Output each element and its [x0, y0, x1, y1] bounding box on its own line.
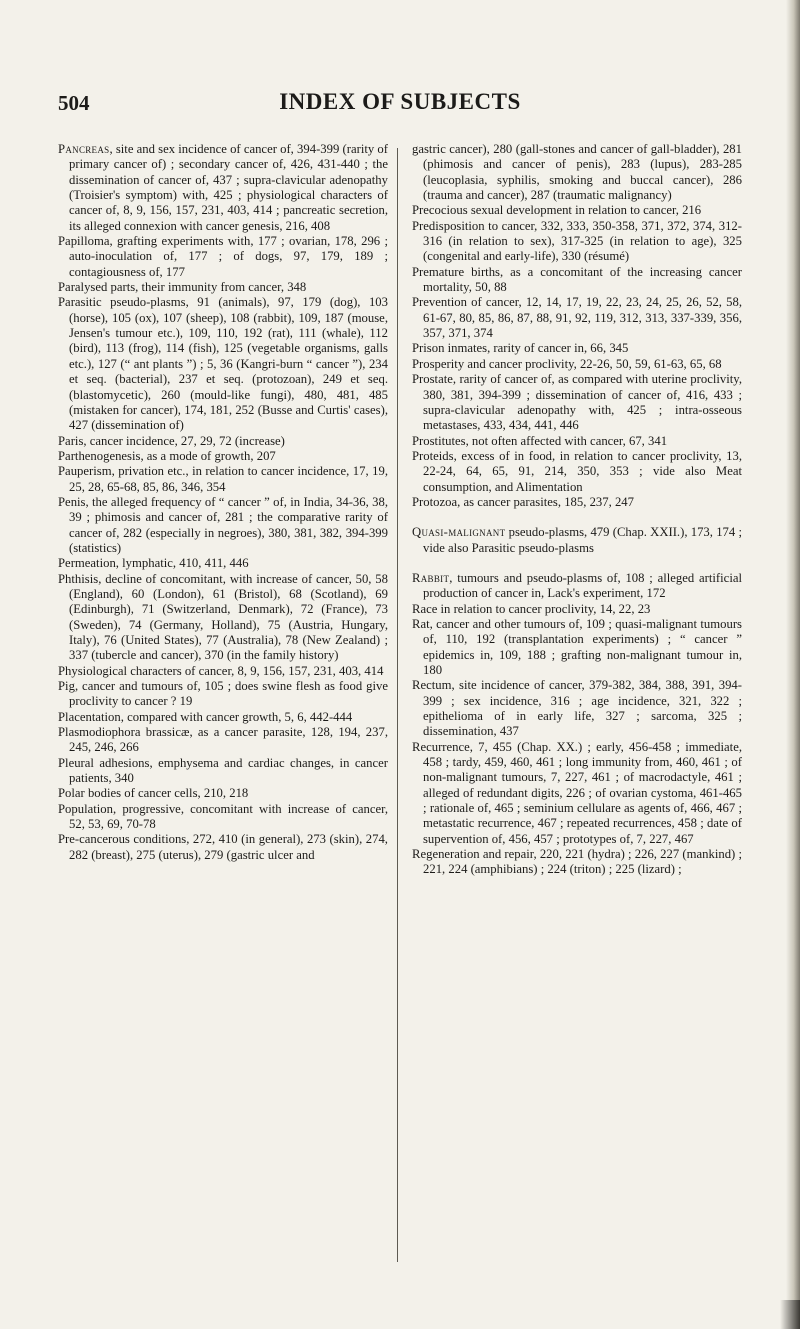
entry-heading: Rabbit: [412, 570, 450, 585]
entry-text: to cancer, 332, 333, 350-358, 371, 372, 374, 312-316 (in relation to sex), 317-325 (in relation to age), 325 (congenital and early-life), 330 (résumé): [423, 218, 742, 264]
index-entry: [58, 295, 388, 433]
entry-heading: Regeneration and repair: [412, 847, 534, 862]
index-entry: [58, 679, 388, 710]
entry-text: , lymphatic, 410, 411, 446: [115, 556, 249, 571]
index-entry: [412, 434, 742, 449]
right-column: [412, 142, 742, 878]
entry-text: , 8, 9, 156, 157, 231, 403, 414: [231, 663, 384, 678]
entry-text: in relation to cancer, 216: [571, 203, 702, 218]
index-entry: [412, 142, 742, 203]
index-entry: [412, 678, 742, 739]
index-entry: [412, 847, 742, 878]
index-entry: [58, 464, 388, 495]
entry-heading: Prostitutes: [412, 433, 466, 448]
index-entry: [58, 142, 388, 234]
entry-heading: Polar bodies of cancer cells: [58, 786, 198, 801]
entry-text: , grafting experiments with, 177 ; ovarian, 178, 296 ; auto-inoculation of, 177 ; of dogs, 97, 179, 189 ; contagiousness of, 177: [69, 234, 388, 279]
entry-text: , 91 (animals), 97, 179 (dog), 103 (horse), 105 (ox), 107 (sheep), 108 (rabbit), 109, 187 (mouse, Jensen's tumour etc.), 109, 110, 192 (rat), 111 (whale), 112 (bird), 113 (frog), 114 (fish), 125 (vegetable organisms, galls etc.), 127 (“ ant plants ”) ; 5, 36 (Kangri-burn “ cancer ”), 234 et seq. (bacterial), 237 et seq. (protozoan), 249 et seq. (blastomycetic), 260 (mould-like fungi), 480, 481, 485 (mistaken for cancer), 174, 181, 252 (Busse and Curtis' cases), 427 (dissemination of): [69, 295, 388, 433]
entry-text: , 272, 410 (in general), 273 (skin), 274, 282 (breast), 275 (uterus), 279 (gastric ulcer and: [69, 832, 388, 862]
entry-text: , site and sex incidence of cancer of, 394-399 (rarity of primary cancer of) ; secondary cancer of, 426, 431-440 ; the dissemination of cancer of, 437 ; supra-clavicular adenopathy (Troisier's symptom) with, 425 ; physiological characters of cancer of, 8, 9, 156, 157, 231, 403, 414 ; pancreatic secretion, its alleged connexion with cancer genesis, 216, 408: [69, 142, 388, 233]
entry-text: , progressive, concomitant with increase of cancer, 52, 53, 69, 70-78: [69, 801, 388, 832]
entry-heading: Rat: [412, 616, 430, 631]
index-entry: [58, 572, 388, 664]
page-corner-shadow: [780, 1300, 800, 1329]
entry-heading: Parthenogenesis: [58, 448, 141, 463]
entry-text: , 220, 221 (hydra) ; 226, 227 (mankind) ; 221, 224 (amphibians) ; 224 (triton) ; 225 (lizard) ;: [423, 847, 742, 877]
index-entry: [412, 203, 742, 218]
index-entry: [412, 740, 742, 847]
index-entry: [58, 664, 388, 679]
index-entry: [58, 234, 388, 280]
entry-text: , cancer and tumours of, 105 ; does swine flesh as food give proclivity to cancer ? 19: [69, 679, 388, 709]
index-entry: [58, 280, 388, 295]
index-entry: [58, 802, 388, 833]
entry-text: , emphysema and cardiac changes, in cancer patients, 340: [69, 755, 388, 786]
entry-heading: Paralysed parts: [58, 280, 136, 295]
entry-text: , compared with cancer growth, 5, 6, 442-444: [120, 709, 353, 724]
entry-text: , as a cancer parasite, 128, 194, 237, 245, 246, 266: [69, 725, 388, 755]
entry-text: , site incidence of cancer, 379-382, 384, 388, 391, 394-399 ; sex incidence, 316 ; age incidence, 321, 322 ; epithelioma of in early life, 327 ; sarcoma, 325 ; dissemination, 437: [423, 678, 742, 739]
entry-heading: Placentation: [58, 709, 121, 724]
index-entry: [58, 832, 388, 863]
index-entry: [58, 495, 388, 556]
entry-text: , excess of in food, in relation to cancer proclivity, 13, 22-24, 64, 65, 91, 214, 350, 353 ; vide also Meat consumption, and Alimentation: [423, 448, 742, 494]
entry-text: , rarity of cancer in, 66, 345: [487, 341, 629, 356]
index-entry: [412, 357, 742, 372]
entry-text: , cancer incidence, 27, 29, 72 (increase): [83, 433, 285, 448]
index-entry: [58, 556, 388, 571]
entry-heading: Prevention of cancer: [412, 295, 519, 310]
column-divider: [397, 148, 398, 1262]
index-entry: [412, 219, 742, 265]
entry-text: , not often affected with cancer, 67, 341: [465, 433, 668, 448]
index-entry: [58, 786, 388, 801]
entry-text: , cancer and other tumours of, 109 ; quasi-malignant tumours of, 110, 192 (transplantation experiments) ; “ cancer ” epidemics in, 109, 188 ; grafting non-malignant tumour in, 180: [423, 616, 742, 677]
entry-heading: Pre-cancerous conditions: [58, 832, 187, 847]
index-entry: [58, 434, 388, 449]
index-entry: [412, 449, 742, 495]
index-entry: [58, 710, 388, 725]
entry-text: , rarity of cancer of, as compared with uterine proclivity, 380, 381, 394-399 ; dissemination of cancer of, 416, 433 ; supra-clavicular adenopathy with, 425 ; intra-osseous metastases, 433, 434, 441, 446: [423, 372, 742, 433]
entry-heading: Permeation: [58, 556, 116, 571]
entry-heading: Population: [58, 801, 113, 816]
index-entry: [412, 571, 742, 602]
entry-heading: Pancreas: [58, 142, 110, 156]
index-entry: [58, 449, 388, 464]
entry-text: and cancer proclivity, 22-26, 50, 59, 61-63, 65, 68: [464, 356, 722, 371]
entry-heading: Penis: [58, 494, 86, 509]
index-entry: [412, 372, 742, 433]
entry-heading: Precocious sexual development: [412, 203, 572, 218]
page-edge-shadow: [786, 0, 800, 1329]
entry-text: , 12, 14, 17, 19, 22, 23, 24, 25, 26, 52, 58, 61-67, 80, 85, 86, 87, 88, 91, 92, 119, 312, 313, 337-339, 356, 357, 371, 374: [423, 295, 743, 341]
entry-text: , privation etc., in relation to cancer incidence, 17, 19, 25, 28, 65-68, 85, 86, 346, 354: [69, 464, 388, 494]
index-entry: [412, 617, 742, 678]
entry-heading: Physiological characters of cancer: [58, 663, 232, 678]
entry-heading: Pleural adhesions: [58, 755, 150, 770]
running-head: INDEX OF SUBJECTS: [279, 89, 521, 114]
index-entry: [58, 756, 388, 787]
entry-heading: Proteids: [412, 448, 454, 463]
entry-text: , as cancer parasites, 185, 237, 247: [457, 494, 634, 509]
index-entry: [412, 265, 742, 296]
entry-heading: Paris: [58, 433, 84, 448]
page-number: 504: [58, 91, 90, 115]
entry-text: gastric cancer), 280 (gall-stones and cancer of gall-bladder), 281 (phimosis and cancer of penis), 283 (lupus), 283-285 (leucoplasia, syphilis, smoking and buccal cancer), 286 (trauma and cancer), 287 (traumatic malignancy): [412, 142, 742, 203]
entry-text: , 210, 218: [197, 786, 249, 801]
left-column: [58, 142, 388, 863]
entry-heading: Plasmodiophora brassicæ: [58, 725, 190, 740]
entry-heading: Race: [412, 601, 438, 616]
entry-heading: Quasi-malignant: [412, 525, 506, 540]
entry-heading: Papilloma: [58, 234, 110, 249]
entry-text: , tumours and pseudo-plasms of, 108 ; alleged artificial production of cancer in, Lack's experiment, 172: [423, 570, 742, 601]
entry-heading: Prostate: [412, 372, 453, 387]
entry-text: , as a mode of growth, 207: [140, 448, 276, 463]
entry-heading: Predisposition: [412, 218, 485, 233]
entry-text: , the alleged frequency of “ cancer ” of, in India, 34-36, 38, 39 ; phimosis and cancer of, 281 ; the comparative rarity of cancer of, 282 (especially in negroes), 380, 381, 382, 394-399 (statistics): [69, 494, 388, 555]
index-entry: [412, 495, 742, 510]
entry-heading: Phthisis: [58, 571, 99, 586]
entry-heading: Prison inmates: [412, 341, 488, 356]
entry-heading: Pig: [58, 679, 75, 694]
entry-text: pseudo-plasms, 479 (Chap. XXII.), 173, 174 ; vide also Parasitic pseudo-plasms: [423, 525, 742, 555]
entry-heading: Rectum: [412, 678, 452, 693]
index-entry: [412, 525, 742, 556]
entry-text: , 7, 455 (Chap. XX.) ; early, 456-458 ; immediate, 458 ; tardy, 459, 460, 461 ; long immunity from, 460, 461 ; of non-malignant tumours, 7, 227, 461 ; of macrodactyle, 461 ; alleged of redundant digits, 226 ; of ovarian cystoma, 461-465 ; rationale of, 465 ; seminium cellulare as agents of, 466, 467 ; metastatic recurrence, 467 ; repeated recurrences, 458 ; date of supervention of, 456, 457 ; prototypes of, 7, 227, 467: [423, 739, 742, 846]
entry-text: in relation to cancer proclivity, 14, 22, 23: [437, 601, 651, 616]
entry-heading: Prosperity: [412, 356, 465, 371]
entry-text: , decline of concomitant, with increase of cancer, 50, 58 (England), 60 (London), 61 (Bristol), 68 (Scotland), 69 (Edinburgh), 71 (Switzerland, Denmark), 72 (France), 73 (Sweden), 74 (Germany, Holland), 75 (Austria, Hungary, Italy), 76 (United States), 77 (Australia), 78 (New Zealand) ; 337 (tubercle and cancer), 370 (in the family history): [69, 571, 388, 663]
entry-heading: Pauperism: [58, 464, 112, 479]
entry-text: , as a concomitant of the increasing cancer mortality, 50, 88: [423, 264, 742, 295]
index-entry: [412, 341, 742, 356]
index-entry: [58, 725, 388, 756]
entry-text: , their immunity from cancer, 348: [135, 280, 307, 295]
index-entry: [412, 602, 742, 617]
entry-heading: Premature births: [412, 264, 500, 279]
entry-heading: Recurrence: [412, 739, 470, 754]
entry-heading: Protozoa: [412, 494, 458, 509]
entry-heading: Parasitic pseudo-plasms: [58, 295, 186, 310]
index-entry: [412, 295, 742, 341]
